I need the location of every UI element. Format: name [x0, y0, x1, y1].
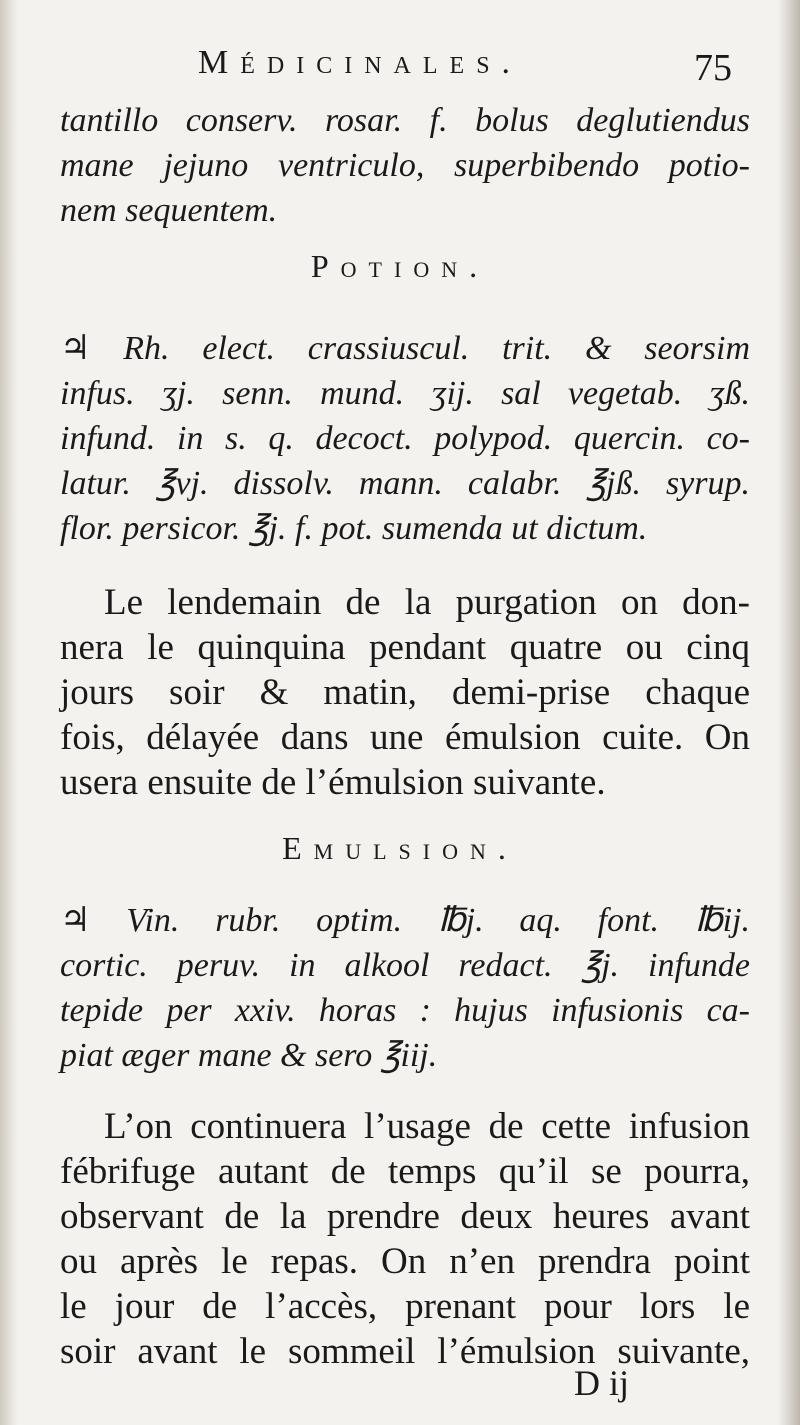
text-line: ou après le repas. On n’en prendra point: [60, 1241, 750, 1282]
latin-prescription-bolus: [60, 98, 750, 233]
text-line: ♃ Vin. rubr. optim. ℔j. aq. font. ℔ij.: [60, 902, 750, 939]
text-line: le jour de l’accès, prenant pour lors le: [60, 1286, 750, 1327]
signature-mark: D ij: [574, 1363, 630, 1403]
text-line: jours soir & matin, demi-prise chaque: [60, 672, 750, 713]
page-number: 75: [694, 47, 732, 89]
section-heading-potion: Potion.: [310, 248, 490, 284]
text-line: infund. in s. q. decoct. polypod. quercin. co-: [60, 420, 750, 457]
text-line: fébrifuge autant de temps qu’il se pourra,: [60, 1151, 750, 1192]
text-line: cortic. peruv. in alkool redact. ℥j. infunde: [60, 947, 750, 984]
text-line: Le lendemain de la purgation on don-: [104, 582, 750, 623]
text-line: mane jejuno ventriculo, superbibendo potio-: [60, 147, 750, 184]
french-paragraph-quinquina: [60, 580, 750, 805]
running-head: Médicinales.: [198, 44, 523, 81]
latin-prescription-emulsion: [60, 898, 750, 1078]
text-line: tantillo conserv. rosar. f. bolus deglutiendus: [60, 102, 750, 139]
text-line: fois, délayée dans une émulsion cuite. On: [60, 717, 750, 758]
page-header: [60, 42, 740, 92]
text-line: observant de la prendre deux heures avant: [60, 1196, 750, 1237]
text-line: tepide per xxiv. horas : hujus infusionis ca-: [60, 992, 750, 1029]
text-line: piat æger mane & sero ℥iij.: [60, 1037, 438, 1074]
latin-prescription-potion: [60, 326, 750, 551]
page-shadow-left: [0, 0, 18, 1425]
french-paragraph-infusion: [60, 1104, 750, 1374]
text-line: L’on continuera l’usage de cette infusion: [104, 1106, 750, 1147]
text-line: nem sequentem.: [60, 192, 278, 229]
text-line: ♃ Rh. elect. crassiuscul. trit. & seorsim: [60, 330, 750, 367]
text-line: soir avant le sommeil l’émulsion suivante,: [60, 1331, 750, 1372]
text-line: flor. persicor. ℥j. f. pot. sumenda ut dictum.: [60, 510, 648, 547]
text-line: usera ensuite de l’émulsion suivante.: [60, 762, 606, 803]
text-line: latur. ℥vj. dissolv. mann. calabr. ℥jß. syrup.: [60, 465, 750, 502]
text-line: nera le quinquina pendant quatre ou cinq: [60, 627, 750, 668]
section-heading-emulsion: Emulsion.: [282, 830, 518, 866]
page-shadow-right: [778, 0, 800, 1425]
text-line: infus. ʒj. senn. mund. ʒij. sal vegetab. ʒß.: [60, 375, 750, 412]
